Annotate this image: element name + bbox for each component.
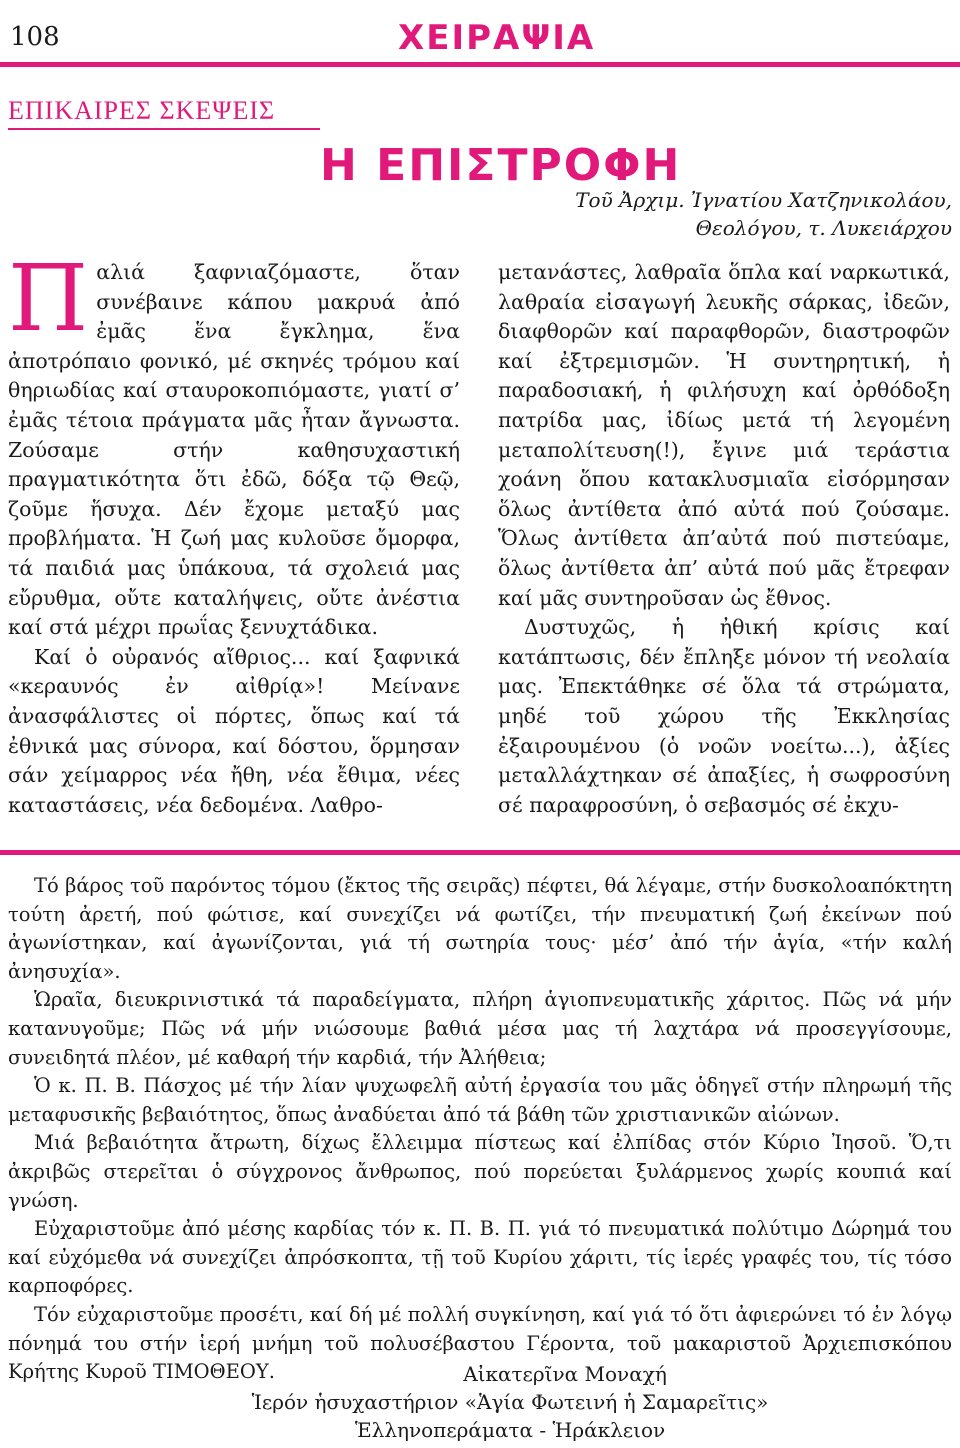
article-paragraph: Καί ὁ οὐρανός αἴθριος... καί ξαφνικά «κεραυνός ἐν αἰθρίᾳ»! Μείνανε ἀνασφάλιστες οἱ πόρτες, ὅπως καί τά ἐθνικά μας σύνορα, καί δόστου, ὅρμησαν σάν χείμαρρος νέα ἤθη, νέα ἔθιμα, νέες καταστάσεις, νέα δεδομένα. Λαθρο- [8,644,460,817]
article-paragraph: Δυστυχῶς, ἡ ἠθική κρίσις καί κατάπτωσις, δέν ἔπληξε μόνον τή νεολαία μας. Ἐπεκτάθηκε σέ ὅλα τά στρώματα, μηδέ τοῦ χώρου τῆς Ἐκκλησίας ἐξαιρουμένου (ὁ νοῶν νοείτω...), ἀξίες μεταλλάχτηκαν σέ ἀπαξίες, ἡ σωφροσύνη σέ παραφροσύνη, ὁ σεβασμός σέ ἐκχυ- [498,615,950,817]
section-label: ΕΠΙΚΑΙΡΕΣ ΣΚΕΨΕΙΣ [8,96,276,125]
section-underline [8,128,320,130]
article-title: Η ΕΠΙΣΤΡΟΦΗ [320,140,682,191]
drop-cap: Π [8,245,89,352]
article-column-right [498,258,950,820]
signature-monastery: Ἱερόν ἡσυχαστήριον «Ἁγία Φωτεινή ἡ Σαμαρεῖτις» [251,1390,769,1414]
article-column-left [8,245,460,820]
letter-paragraph: Τόν εὐχαριστοῦμε προσέτι, καί δή μέ πολλή συγκίνηση, καί γιά τό ὅτι ἀφιερώνει τό ἐν λόγῳ πόνημά του στήν ἱερή μνήμη τοῦ πολυσέβαστου Γέροντα, τοῦ μακαριστοῦ Ἀρχιεπισκόπου Κρήτης Κυροῦ ΤΙΜΟΘΕΟΥ. [8,1302,952,1384]
letter-paragraph: Εὐχαριστοῦμε ἀπό μέσης καρδίας τόν κ. Π. Β. Π. γιά τό πνευματικά πολύτιμο Δώρημά του καί εὐχόμεθα νά συνεχίζει ἀπρόσκοπτα, τῇ τοῦ Κυρίου χάριτι, τίς ἱερές γραφές του, τίς τόσο καρποφόρες. [8,1217,952,1298]
letter-paragraph: Ὁ κ. Π. Β. Πάσχος μέ τήν λίαν ψυχωφελῆ αὐτή ἐργασία του μᾶς ὁδηγεῖ στήν πληρωμή τῆς μεταφυσικῆς βεβαιότητος, ὅπως ἀναδύεται ἀπό τά βάθη τῶν χριστιανικῶν αἰώνων. [8,1074,952,1126]
article-paragraph: μετανάστες, λαθραῖα ὅπλα καί ναρκωτικά, λαθραία εἰσαγωγή λευκῆς σάρκας, ἰδεῶν, διαφθορῶν καί παραφθορῶν, διαστροφῶν καί ἐξτρεμισμῶν. Ἡ συντηρητική, ἡ παραδοσιακή, ἡ φιλήσυχη καί ὀρθόδοξη πατρίδα μας, ἰδίως μετά τή λεγομένη μεταπολίτευση(!), ἔγινε μιά τεράστια χοάνη ὅπου κατακλυσμιαῖα εἰσόρμησαν ὅλως ἀντίθετα ἀπό αὐτά πού ζούσαμε. Ὅλως ἀντίθετα ἀπ’αὐτά πού πιστεύαμε, ὅλως ἀντίθετα ἀπ’ αὐτά πού μᾶς ἔτρεφαν καί μᾶς συντηροῦσαν ὡς ἔθνος. [498,260,950,610]
middle-divider [0,850,960,855]
signature-block [0,1360,960,1444]
letter-paragraph: Ὡραῖα, διευκρινιστικά τά παραδείγματα, πλήρη ἁγιοπνευματικῆς χάριτος. Πῶς νά μήν κατανυγοῦμε; Πῶς νά μήν νιώσουμε βαθιά μέσα μας τή λαχτάρα νά προσεγγίσουμε, συνειδητά πλέον, μέ καθαρή τήν καρδιά, τήν Ἀλήθεια; [8,988,952,1069]
author-title: Θεολόγου, τ. Λυκειάρχου [695,216,952,240]
paragraph-text: αλιά ξαφνιαζόμαστε, ὅταν συνέβαινε κάπου μακρυά ἀπό ἐμᾶς ἕνα ἔγκλημα, ἕνα ἀποτρόπαιο φονικό, μέ σκηνές τρόμου καί θηριωδίας καί σταυροκοπιόμαστε, γιατί σ’ ἐμᾶς τέτοια πράγματα μᾶς ἦταν ἄγνωστα. Ζούσαμε στήν καθησυχαστική πραγματικότητα ὅτι ἐδῶ, δόξα τῷ Θεῷ, ζοῦμε ἥσυχα. Δέν ἔχομε μεταξύ μας προβλήματα. Ἡ ζωή μας κυλοῦσε ὄμορφα, τά παιδιά μας ὑπάκουα, τά σχολειά μας εὔρυθμα, οὔτε καταλήψεις, οὔτε ἀνέστια καί στά μέχρι πρωΐας ξενυχτάδικα. [8,260,460,640]
author-byline [532,186,952,242]
letter-paragraph: Τό βάρος τοῦ παρόντος τόμου (ἔκτος τῆς σειρᾶς) πέφτει, θά λέγαμε, στήν δυσκολοαπόκτητη τούτη ἀρετή, πού φώτισε, καί συνεχίζει νά φωτίζει, τήν πνευματική ζωή ἐκείνων πού ἀγωνίστηκαν, καί ἀγωνίζονται, γιά τή σωτηρία τους· μέσ’ ἀπό τήν ἁγία, «τήν καλή ἀνησυχία». [8,874,952,983]
top-divider [0,62,960,67]
signature-name: Αἰκατερῖνα Μοναχή [463,1362,667,1386]
page-number: 108 [10,22,60,52]
article-paragraph [8,245,460,643]
letter-body [8,872,952,1387]
magazine-masthead: ΧΕΙΡΑΨΙΑ [398,18,596,58]
signature-place: Ἑλληνοπεράματα - Ἡράκλειον [354,1418,666,1442]
author-name: Τοῦ Ἀρχιμ. Ἰγνατίου Χατζηνικολάου, [575,188,952,212]
letter-paragraph: Μιά βεβαιότητα ἄτρωτη, δίχως ἔλλειμμα πίστεως καί ἐλπίδας στόν Κύριο Ἰησοῦ. Ὅ,τι ἀκριβῶς στερεῖται ὁ σύγχρονος ἄνθρωπος, πού πορεύεται ξυλάρμενος χωρίς κουπιά καί γνώση. [8,1131,952,1212]
